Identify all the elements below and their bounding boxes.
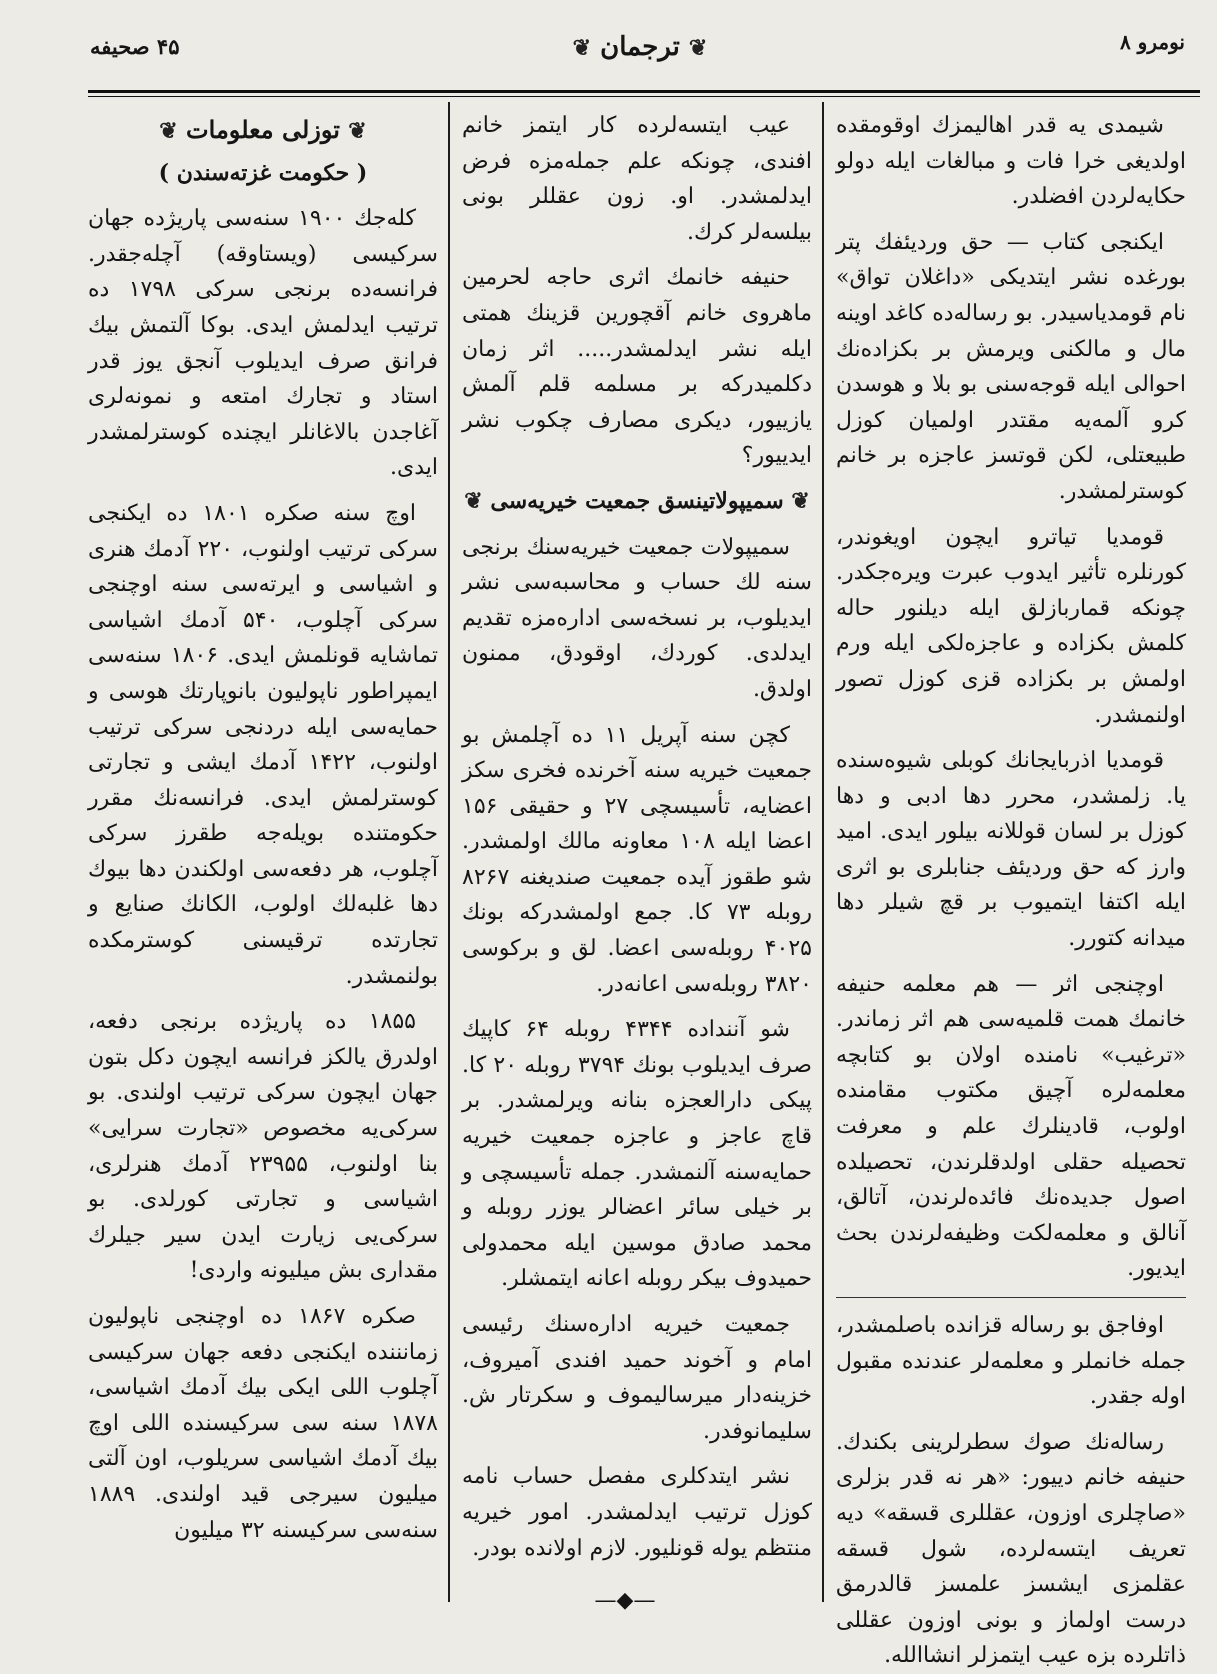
paragraph: حنیفه خانمك اثری حاجه لحرمین ماهروی خانم آقچورین قزینك همتی ایله نشر ایدلمشدر..... اثر زمان دکلمیدرکه بر مسلمه قلم آلمش یازییور، دیکری مصارف چکوب نشر ایدییور؟ <box>462 265 812 469</box>
paragraph: کچن سنه آپریل ۱۱ ده آچلمش بو جمعیت خیریه سنه آخرنده فخری سکز اعضایه، تأسیسچی ۲۷ و حقیقی ۱۵۶ اعضا ایله ۱۰۸ معاونه مالك اولمشدر. شو طقوز آیده جمعیت صندیغنه ۸۲۶۷ روبله ۷۳ کا. جمع اولمشدرکه بونك ۴۰۲۵ روبله‌سی اعضا. لق و برکوسی ۳۸۲۰ روبله‌سی اعانه‌در. <box>462 722 812 997</box>
paragraph: صکره ۱۸۶۷ ده اوچنجی ناپولیون زمانننده ایکنجی دفعه جهان سرکیسی آچلوب اللی ایکی بیك آدمك اشیاسی، ۱۸۷۸ سنه سی سرکیسنده اللی اوچ بیك آدمك اشیاسی سریلوب، اون آلتی میلیون سیرجی قید اولندی. ۱۸۸۹ سنه‌سی سرکیسنه ۳۲ میلیون <box>88 1304 438 1543</box>
paragraph: اوفاجق بو رساله قزانده باصلمشدر، جمله خانملر و معلمه‌لر عندنده مقبول اوله جقدر. <box>836 1313 1186 1410</box>
header-rule <box>88 90 1200 93</box>
paragraph: شیمدی یه قدر اهالیمزك اوقومقده اولدیغی خرا فات و مبالغات ایله دولو حکایه‌لردن افضلدر. <box>836 113 1186 210</box>
paragraph: اوچ سنه صکره ۱۸۰۱ ده ایکنجی سرکی ترتیب اولنوب، ۲۲۰ آدمك هنری و اشیاسی و ایرته‌سی سنه اوچنجی سرکی آچلوب، ۵۴۰ آدمك اشیاسی تماشایه قونلمش ایدی. ۱۸۰۶ سنه‌سی ایمپراطور ناپولیون بانوپارتك هوسی و حمایه‌سی ایله دردنجی سرکی ترتیب اولنوب، ۱۴۲۲ آدمك ایشی و تجارتی کوسترلمش ایدی. فرانسه‌نك مقرر حکومتنده بویله‌جه طقرز سرکی آچلوب، هر دفعه‌سی اولکندن دها بیوك دها غلبه‌لك اولوب، الکانك صنایع و تجارتده ترقیسنی کوسترمکده بولنمشدر. <box>88 500 439 989</box>
ornament-icon: ❦ <box>348 118 367 144</box>
masthead <box>560 32 720 62</box>
paragraph: نشر ایتدکلری مفصل حساب نامه کوزل ترتیب ایدلمشدر. امور خیریه منتظم یوله قونلیور. لازم اولانده بودر. <box>462 1464 812 1561</box>
article-source: ( حکومت غزته‌سندن ) <box>158 159 368 186</box>
ornament-icon: ❦ <box>791 487 810 514</box>
paragraph: اوچنجی اثر — هم معلمه حنیفه خانمك همت قلمیه‌سی هم اثر زماندر. «ترغیب» نامنده اولان بو کتابچه معلمه‌لره آچیق مکتوب مقامنده اولوب، قادینلرك علم و معرفت تحصیله حقلی اولدقلرندن، تحصیلده اصول جدیده‌نك فائده‌لرندن، آتالق، آنالق و معلمه‌لکت وظیفه‌لرندن بحث ایدیور. <box>836 971 1186 1282</box>
paragraph: قومدیا اذربایجانك کوبلی شیوه‌سنده یا. زلمشدر، محرر دها ادبی و دها کوزل بر لسان قوللانه بیلور ایدی. امید وارز که حق وردیئف جنابلری بو اثری ایله اکتفا ایتمیوب بر قچ شیلر دها میدانه کتورر. <box>836 748 1186 952</box>
header-rule-thin <box>88 96 1200 97</box>
paragraph: عیب ایتسه‌لرده کار ایتمز خانم افندی، چونکه علم جمله‌مزه فرض ایدلمشدر. او. زون عقللر بونی بیلسه‌لر کرك. <box>462 113 812 245</box>
paragraph: شو آننداده ۴۳۴۴ روبله ۶۴ کاپیك صرف ایدیلوب بونك ۳۷۹۴ روبله ۲۰ کا. پیکی دارالعجزه بنانه ویرلمشدر. بر قاچ عاجز و عاجزه جمعیت خیریه حمایه‌سنه آلنمشدر. جمله تأسیسچی و بر خیلی سائر اعضالر یوزر روبله و محمد صادق موسین ایله محمدولی حمیدوف بیکر روبله اعانه ایتمشلر. <box>462 1017 812 1292</box>
ornament-icon: ❦ <box>464 487 483 514</box>
paragraph: قومدیا تیاترو ایچون اویغوندر، کورنلره تأثیر ایدوب عبرت ویره‌جکدر. چونکه قماربازلق ایله دیلنور حاله کلمش بکزاده و عاجزه‌لکی ایله ورم اولمش بر بکزاده قزی کوزل تصور اولنمشدر. <box>836 524 1186 728</box>
column-divider <box>822 102 824 1602</box>
column-divider <box>448 102 450 1602</box>
issue-number: نومرو ۸ <box>1119 30 1185 54</box>
newspaper-title: ترجمان <box>600 32 680 62</box>
column-right <box>836 108 1186 1669</box>
paragraph: کله‌جك ۱۹۰۰ سنه‌سی پاریژده جهان سرکیسی (ویستاوقه) آچله‌جقدر. فرانسه‌ده برنجی سرکی ۱۷۹۸ ده ترتیب ایدلمش ایدی. بوکا آلتمش بیك فرانق صرف ایدیلوب آنجق یوز قدر استاد و تجارك امتعه و نمونه‌لری آغاجدن بالاغانلر ایچنده کوسترلمشدر ایدی. <box>88 206 438 481</box>
paragraph: رساله‌نك صوك سطرلرینی بکندك. حنیفه خانم دییور: «هر نه قدر بزلری «صاچلری اوزون، عقللری قسقه» دیه تعریف ایتسه‌لرده، شول قسقه عقلمزی ایشسز علمسز قالدرمق درست اولماز و بونی اوزون عقللی ذاتلرده بزه عیب ایتمزلر انشاالله. <box>836 1429 1186 1669</box>
ornament-icon: ❦ <box>688 35 708 61</box>
paragraph: سمیپولات جمعیت خیریه‌سنك برنجی سنه لك حساب و محاسبه‌سی نشر ایدیلوب، بر نسخه‌سی اداره‌مزه تقدیم ایدلدی. کوردك، اوقودق، ممنون اولدق. <box>462 534 812 702</box>
section-heading-text: سمیپولاتینسق جمعیت خیریه‌سی <box>490 487 784 514</box>
end-ornament-icon: —◆— <box>594 1588 656 1613</box>
page-number: ۴۵ صحیفه <box>90 34 180 59</box>
paragraph: ایکنجی کتاب — حق وردیئفك پتر بورغده نشر ایتدیکی «داغلان تواق» نام قومدیاسیدر. بو رساله‌ده کاغد اوینه مال و مالکنی ویرمش بر بکزاده‌نك احوالی ایله قوجه‌سنی بو بلا و هوسدن کرو آلمه‌یه مقتدر اولمیان کوزل طبیعتلی، لکن قوتسز عاجزه بر خانم کوسترلمشدر. <box>836 229 1186 504</box>
paragraph: ۱۸۵۵ ده پاریژده برنجی دفعه، اولدرق یالکز فرانسه ایچون دکل بتون جهان ایچون سرکی ترتیب اولندی. بو سرکی‌یه مخصوص «تجارت سرایی» بنا اولنوب، ۲۳۹۵۵ آدمك هنرلری، اشیاسی و تجارتی کورلدی. بو سرکی‌یی زیارت ایدن سیر جیلرك مقداری بش میلیونه واردی! <box>88 1009 438 1284</box>
ornament-icon: ❦ <box>159 118 178 144</box>
article-title-text: توزلی معلومات <box>186 115 340 144</box>
paragraph: جمعیت خیریه اداره‌سنك رئیسی امام و آخوند حمید افندی آمیروف، خزینه‌دار میرسالیموف و سکرتار ش. سلیمانوفدر. <box>462 1312 812 1444</box>
column-middle <box>462 108 812 1588</box>
column-left <box>88 108 438 1608</box>
section-rule <box>836 1297 1186 1298</box>
article-title <box>88 112 438 150</box>
section-heading <box>462 484 812 520</box>
ornament-icon: ❦ <box>572 35 592 61</box>
